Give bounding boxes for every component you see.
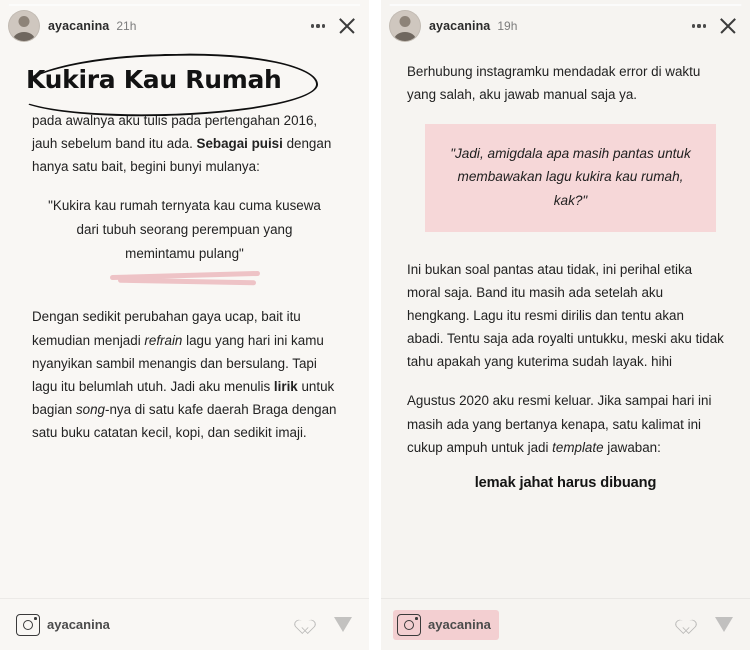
timestamp: 19h (497, 19, 518, 33)
paragraph: Dengan sedikit perubahan gaya ucap, bait itu kemudian menjadi refrain lagu yang hari ini kamu nyanyikan sambil menangis dan bersulang. Tapi lagu itu belumlah utuh. Jadi aku menulis lirik untuk bagian song-nya di satu kafe daerah Braga dengan satu buku catatan kecil, kopi, dan sedikit imaji. (32, 309, 337, 440)
more-options-icon[interactable] (688, 15, 710, 37)
timestamp: 21h (116, 19, 137, 33)
story-header (0, 8, 369, 44)
more-options-icon[interactable] (307, 15, 329, 37)
question-highlight-box (425, 124, 716, 232)
page-title: Kukira Kau Rumah (26, 65, 282, 94)
tag-label: ayacanina (47, 617, 110, 632)
username[interactable]: ayacanina (429, 19, 491, 33)
close-icon[interactable] (335, 14, 359, 38)
story-card-right[interactable] (381, 0, 750, 650)
question-text: "Jadi, amigdala apa masih pantas untuk membawakan lagu kukira kau rumah, kak?" (450, 146, 691, 208)
story-text-content (381, 48, 750, 594)
statement-line: lemak jahat harus dibuang (474, 474, 657, 491)
tag-label: ayacanina (428, 617, 491, 632)
avatar[interactable] (8, 10, 40, 42)
scribble-mark (110, 273, 260, 287)
camera-icon (397, 614, 421, 636)
story-progress-bar (389, 4, 742, 6)
story-title-wrap (26, 64, 288, 99)
tagged-account[interactable] (12, 610, 118, 640)
panel-divider (373, 0, 377, 650)
heart-icon[interactable] (295, 615, 315, 635)
close-icon[interactable] (716, 14, 740, 38)
paragraph: Agustus 2020 aku resmi keluar. Jika sampai hari ini masih ada yang bertanya kenapa, satu kalimat ini cukup ampuh untuk jadi template jawaban: (407, 393, 712, 455)
tagged-account[interactable] (393, 610, 499, 640)
story-card-left[interactable] (0, 0, 369, 650)
camera-icon (16, 614, 40, 636)
story-header (381, 8, 750, 44)
poem-quote: "Kukira kau rumah ternyata kau cuma kusewa dari tubuh seorang perempuan yang memintamu pulang" (48, 197, 321, 261)
paragraph: pada awalnya aku tulis pada pertengahan 2016, jauh sebelum band itu ada. Sebagai puisi dengan hanya satu bait, begini bunyi mulanya: (32, 112, 332, 174)
story-progress-bar (8, 4, 361, 6)
avatar[interactable] (389, 10, 421, 42)
send-icon[interactable] (333, 615, 353, 635)
story-footer (381, 598, 750, 650)
paragraph: Ini bukan soal pantas atau tidak, ini perihal etika moral saja. Band itu masih ada setelah aku hengkang. Lagu itu resmi dirilis dan tentu akan abadi. Tentu saja ada royalti untukku, meski aku tidak tahu apakah yang kuterima sudah layak. hihi (407, 262, 724, 370)
story-text-content (0, 48, 369, 594)
username[interactable]: ayacanina (48, 19, 110, 33)
send-icon[interactable] (714, 615, 734, 635)
heart-icon[interactable] (676, 615, 696, 635)
paragraph: Berhubung instagramku mendadak error di waktu yang salah, aku jawab manual saja ya. (407, 64, 701, 103)
story-footer (0, 598, 369, 650)
